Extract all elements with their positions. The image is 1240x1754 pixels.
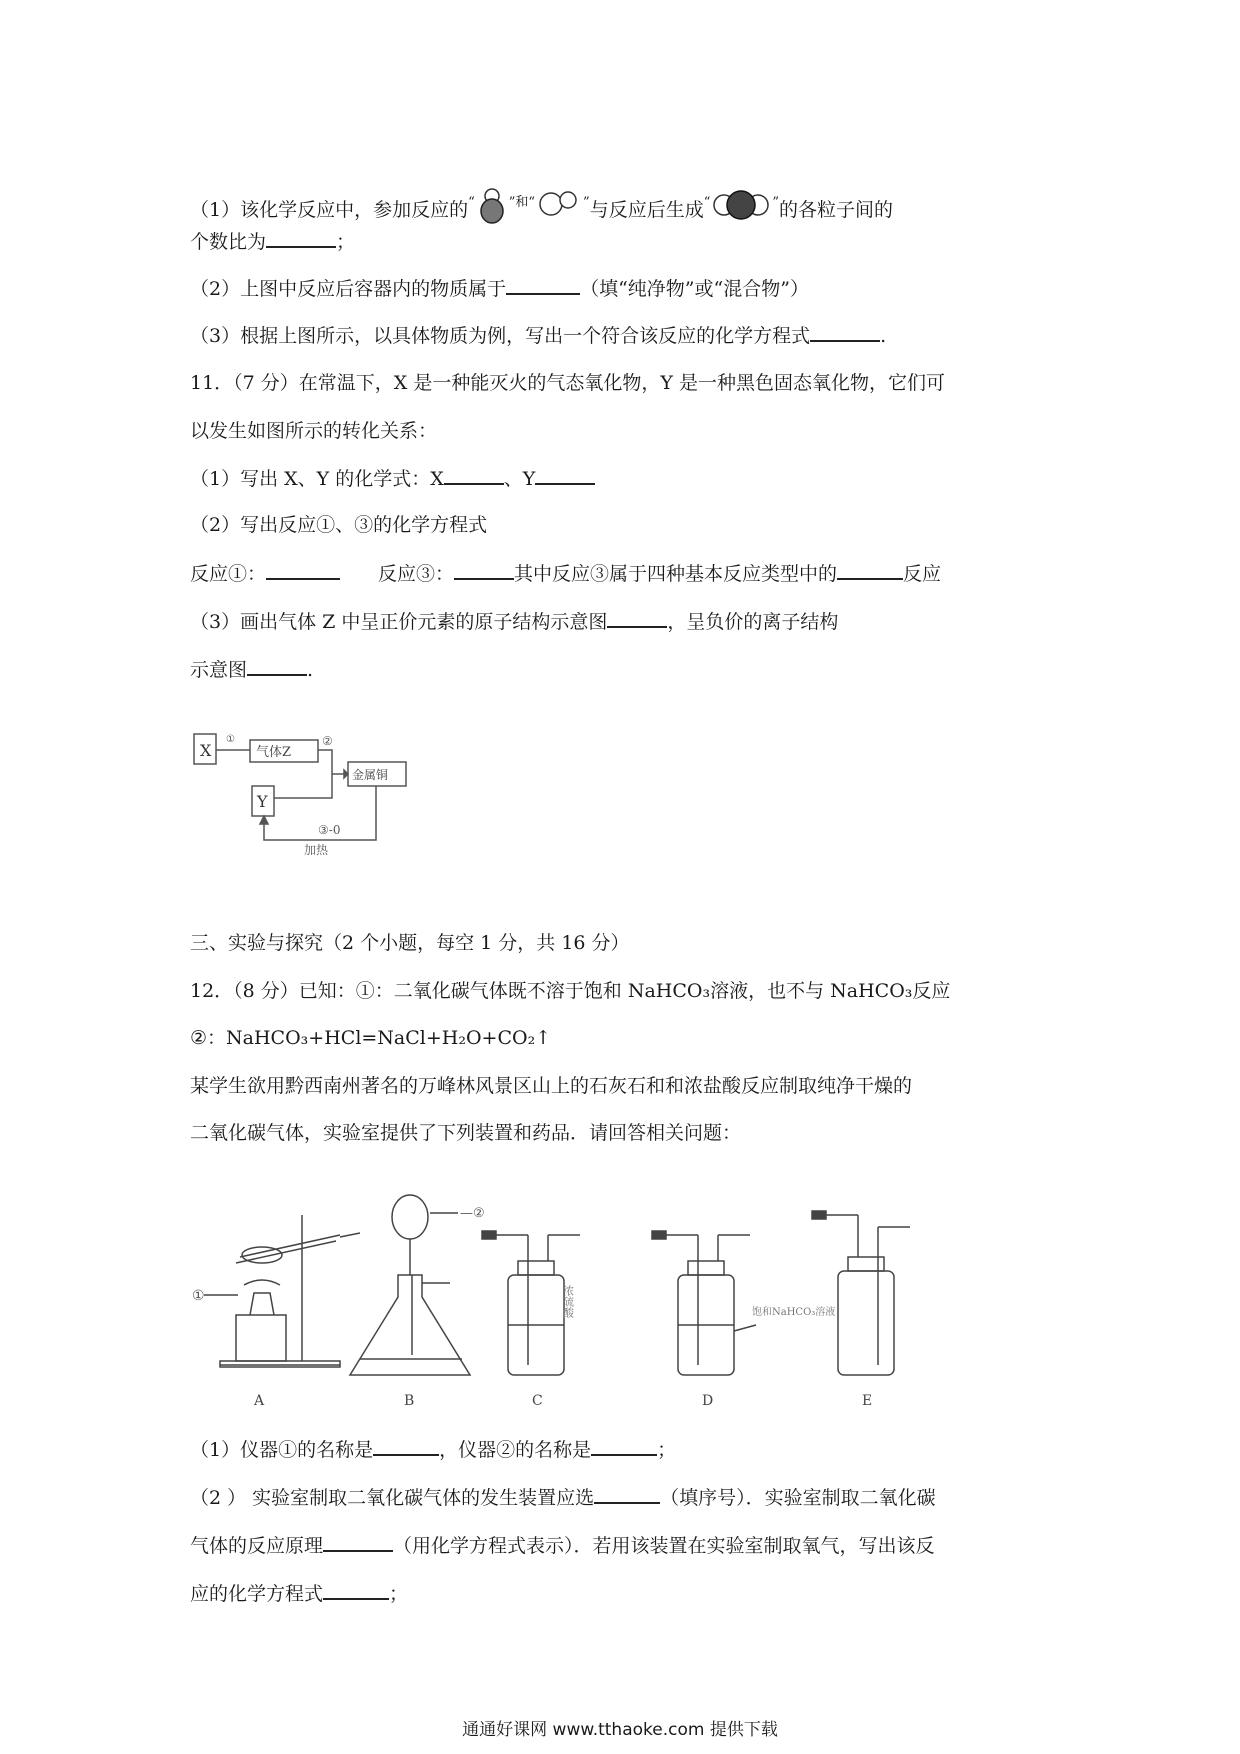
conversion-diagram — [192, 728, 412, 858]
answer-blank-reaction3[interactable] — [454, 560, 514, 580]
answer-blank[interactable] — [247, 656, 307, 676]
q11-stem-line2: 以发生如图所示的转化关系： — [190, 420, 438, 442]
answer-blank[interactable] — [591, 1436, 657, 1456]
q12-stem-line2: ②：NaHCO₃+HCl=NaCl+H₂O+CO₂↑ — [190, 1027, 552, 1049]
marker-instrument-2: —② — [460, 1206, 485, 1221]
answer-blank[interactable] — [323, 1532, 393, 1552]
node-metal-copper: 金属铜 — [352, 768, 389, 782]
q11-reactions: 反应①： 反应③： 其中反应③属于四种基本反应类型中的 反应 — [190, 560, 941, 587]
q12-part2-line2: 气体的反应原理 （用化学方程式表示）．若用该装置在实验室制取氧气，写出该反 — [190, 1532, 935, 1559]
answer-blank[interactable] — [266, 228, 336, 248]
apparatus-b — [350, 1195, 470, 1375]
answer-blank-x[interactable] — [444, 465, 504, 485]
label-e: E — [862, 1393, 873, 1409]
answer-blank-type[interactable] — [837, 560, 903, 580]
label-b: B — [404, 1393, 415, 1409]
label-heat: 加热 — [304, 843, 329, 857]
node-x: X — [200, 741, 212, 760]
q12-stem-line3: 某学生欲用黔西南州著名的万峰林风景区山上的石灰石和和浓盐酸反应制取纯净干燥的 — [190, 1075, 913, 1097]
product-molecule-icon — [710, 188, 772, 222]
node-gas-z: 气体Z — [256, 745, 292, 760]
answer-blank[interactable] — [607, 608, 667, 628]
page-footer: 通通好课网 www.tthaoke.com 提供下载 — [462, 1720, 778, 1740]
q11-part3-line2: 示意图 . — [190, 656, 313, 683]
answer-blank[interactable] — [810, 322, 880, 342]
marker-2: ② — [322, 734, 333, 748]
q10-part1-line2: 个数比为 ； — [190, 228, 355, 255]
apparatus-a — [204, 1215, 360, 1367]
label-d: D — [702, 1393, 714, 1409]
answer-blank[interactable] — [594, 1484, 660, 1504]
c-liquid-label: 浓硫酸 — [561, 1285, 575, 1318]
marker-instrument-1: ① — [192, 1288, 205, 1304]
q11-part1: （1）写出 X、Y 的化学式：X 、Y — [190, 465, 595, 492]
d-liquid-label: 饱和NaHCO₃溶液 — [752, 1307, 836, 1318]
marker-1: ① — [226, 734, 235, 745]
label-a: A — [254, 1393, 265, 1409]
q10-part1-line1: （1）该化学反应中，参加反应的“ $^{”和“}$ ”与反应后生成“ ”的各粒子间的 — [190, 186, 893, 224]
section-3-title: 三、实验与探究（2 个小题，每空 1 分，共 16 分） — [190, 932, 630, 954]
black-atom-molecule-icon — [475, 188, 509, 224]
answer-blank-y[interactable] — [535, 465, 595, 485]
q11-part3-line1: （3）画出气体 Z 中呈正价元素的原子结构示意图 ，呈负价的离子结构 — [190, 608, 838, 635]
answer-blank-reaction1[interactable] — [266, 560, 340, 580]
answer-blank[interactable] — [323, 1580, 389, 1600]
label-c: C — [532, 1393, 543, 1409]
apparatus-figure — [190, 1165, 950, 1415]
q12-part2-line3: 应的化学方程式 ； — [190, 1580, 408, 1607]
q10-part3: （3）根据上图所示，以具体物质为例，写出一个符合该反应的化学方程式 . — [190, 322, 886, 349]
answer-blank[interactable] — [373, 1436, 439, 1456]
apparatus-d — [652, 1231, 756, 1375]
marker-3: ③-0 — [318, 823, 341, 837]
white-atom-molecule-icon — [535, 186, 583, 220]
q10-part2: （2）上图中反应后容器内的物质属于 （填“纯净物”或“混合物”） — [190, 275, 809, 302]
q12-part2-line1: （2 ） 实验室制取二氧化碳气体的发生装置应选 （填序号）．实验室制取二氧化碳 — [190, 1484, 936, 1511]
node-y: Y — [257, 792, 268, 811]
q12-stem-line1: 12．（8 分）已知：①：二氧化碳气体既不溶于饱和 NaHCO₃溶液，也不与 NaHCO₃反应 — [190, 980, 951, 1002]
q11-stem-line1: 11．（7 分）在常温下，X 是一种能灭火的气态氧化物，Y 是一种黑色固态氧化物，它们可 — [190, 372, 945, 394]
answer-blank[interactable] — [506, 275, 580, 295]
q12-part1: （1）仪器①的名称是 ，仪器②的名称是 ； — [190, 1436, 676, 1463]
q11-part2: （2）写出反应①、③的化学方程式 — [190, 514, 488, 536]
q12-stem-line4: 二氧化碳气体，实验室提供了下列装置和药品．请回答相关问题： — [190, 1122, 742, 1144]
apparatus-e — [812, 1211, 910, 1375]
